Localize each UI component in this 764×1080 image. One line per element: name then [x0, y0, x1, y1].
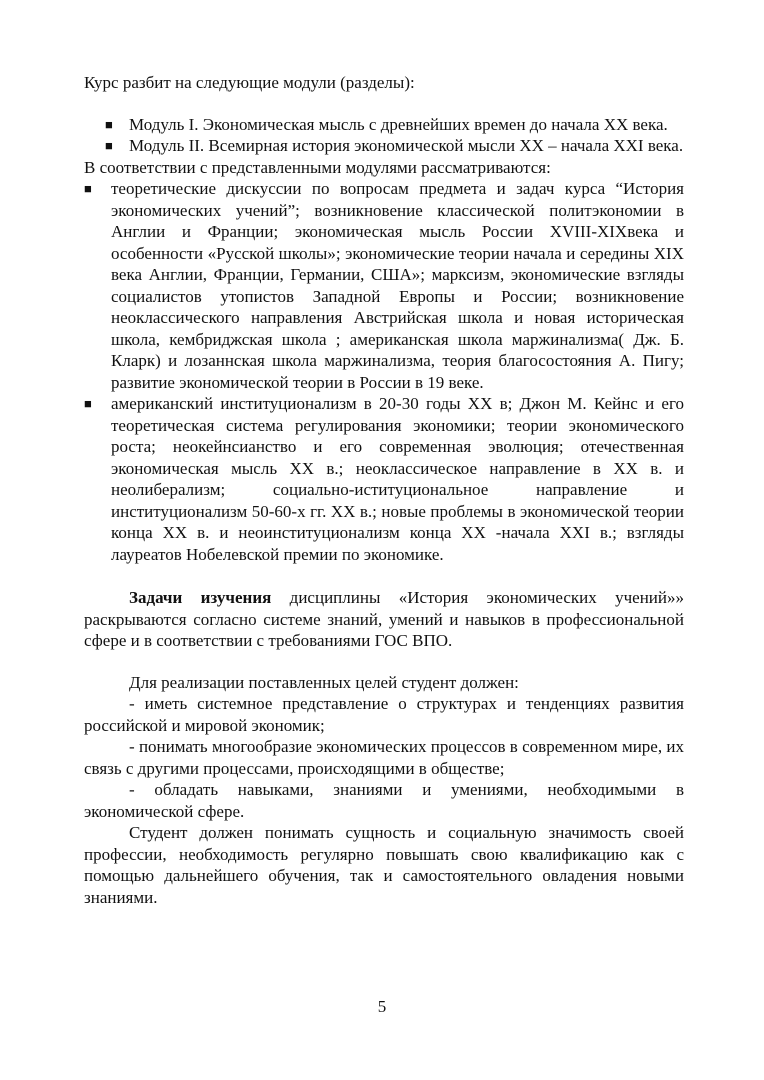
- bullet-square-icon: ■: [84, 396, 92, 411]
- tasks-paragraph: [84, 587, 684, 652]
- goal-item: - обладать навыками, знаниями и умениями, необходимыми в экономической сфере.: [84, 780, 684, 821]
- list-item: [84, 135, 684, 157]
- topics-list: [84, 178, 684, 565]
- goals-intro: Для реализации поставленных целей студент должен:: [129, 672, 519, 692]
- tasks-label: Задачи изучения: [129, 588, 272, 607]
- bullet-square-icon: ■: [105, 116, 113, 132]
- tasks-text: дисциплины «История экономических учений»» раскрываются согласно системе знаний, умений и навыков в профессиональной сфере и в соответствии с требованиями ГОС ВПО.: [84, 588, 685, 650]
- topic-text: теоретические дискуссии по вопросам предмета и задач курса “История экономических учений”; возникновение классической политэкономии в Англии и Франции; экономическая мысль России XVIII-XIXвека и особенности «Русской школы»; экономические теории начала и середины XIX века Англии, Франции, Германии, США»; марксизм, экономические взгляды социалистов утопистов Западной Европы и России; возникновение неоклассического направления Австрийская школа и новая историческая школа, кембриджская школа ; американская школа маржинализма( Дж. Б. Кларк) и лозаннская школа маржинализма, теория благосостояния А. Пигу; развитие экономической теории в России в 19 веке.: [111, 179, 684, 392]
- topic-text: американский институционализм в 20-30 годы XX в; Джон М. Кейнс и его теоретическая система регулирования экономики; теории экономического роста; неокейнсианство и его современная эволюция; отечественная экономическая мысль XX в.; неоклассическое направление в XX в. и неолиберализм; социально-иституциональное направление и институционализм 50-60-х гг. XX в.; новые проблемы в экономической теории конца XX в. и неоинституционализм конца XX -начала XXI в.; взгляды лауреатов Нобелевской премии по экономике.: [111, 394, 684, 564]
- modules-intro: Курс разбит на следующие модули (разделы):: [84, 73, 415, 92]
- page-body: [84, 72, 684, 908]
- list-item: [84, 114, 684, 136]
- goal-item: - понимать многообразие экономических процессов в современном мире, их связь с другими процессами, происходящими в обществе;: [84, 737, 684, 778]
- page-number: 5: [377, 997, 387, 1016]
- bullet-square-icon: ■: [84, 181, 92, 196]
- modules-list: [84, 114, 684, 157]
- module-text: Модуль II. Всемирная история экономической мысли XX – начала XXI века.: [129, 136, 684, 155]
- list-item: [84, 393, 684, 565]
- bullet-square-icon: ■: [105, 138, 113, 153]
- goal-item: - иметь системное представление о структурах и тенденциях развития российской и мировой экономик;: [84, 694, 684, 735]
- list-item: [84, 178, 684, 393]
- module-text: Модуль I. Экономическая мысль с древнейших времен до начала XX века.: [129, 114, 668, 134]
- closing-paragraph: Студент должен понимать сущность и социальную значимость своей профессии, необходимость регулярно повышать свою квалификацию как с помощью дальнейшего обучения, так и самостоятельного овладения новыми знаниями.: [84, 823, 684, 907]
- topics-intro: В соответствии с представленными модулями рассматриваются:: [84, 157, 551, 177]
